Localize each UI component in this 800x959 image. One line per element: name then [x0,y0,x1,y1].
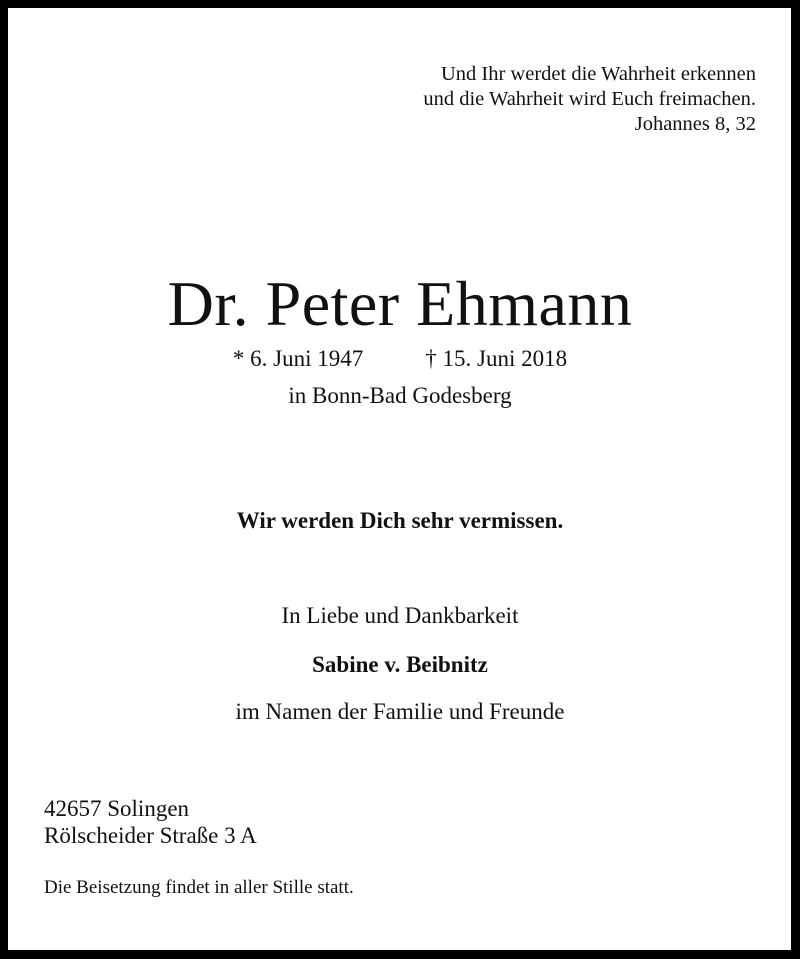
on-behalf-line: im Namen der Familie und Freunde [235,699,565,724]
verse-line-1: Und Ihr werdet die Wahrheit erkennen [440,63,756,85]
verse-reference: Johannes 8, 32 [634,113,756,135]
burial-note: Die Beisetzung findet in aller Stille statt. [44,877,354,898]
bible-verse [423,62,756,137]
address-line-2: Rölscheider Straße 3 A [44,823,257,848]
signer-name: Sabine v. Beibnitz [312,652,488,677]
closing-phrase: In Liebe und Dankbarkeit [281,603,519,628]
verse-line-2: und die Wahrheit wird Euch freimachen. [423,88,756,110]
death-date: † 15. Juni 2018 [425,346,568,371]
life-dates [0,344,800,374]
birth-date: * 6. Juni 1947 [232,346,364,371]
mourner-address [44,795,257,849]
deceased-name: Dr. Peter Ehmann [167,268,633,339]
address-line-1: 42657 Solingen [44,796,190,821]
farewell-message: Wir werden Dich sehr vermissen. [236,508,564,533]
place-of-death: in Bonn-Bad Godesberg [288,383,512,408]
